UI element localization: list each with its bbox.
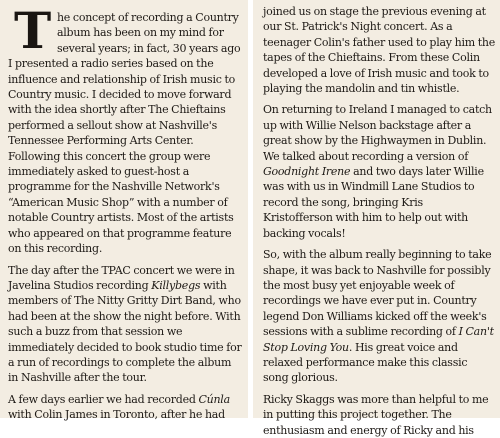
left-paragraph-3-text-a: A few days earlier we had recorded	[8, 392, 199, 406]
right-paragraph-4: Ricky Skaggs was more than helpful to me in putting this project together. The enthusiasm and energy of Ricky and his	[263, 392, 489, 437]
left-paragraph-1-text: he concept of recording a Country album has been on my mind for several years; in fact, 30 years ago I presented a radio series based on the influence and relationship of Irish music to Country music. I decided to move forward with the idea shortly after The Chieftains performed a sellout show at Nashville's Tennessee Performing Arts Center. Following this concert the group were immediately asked to guest-host a programme for the Nashville Network's “American Music Shop” with a number of notable Country artists. Most of the artists who appeared on that programme feature on this recording.	[8, 11, 241, 256]
left-page	[0, 0, 248, 422]
left-paragraph-2-text-a: The day after the TPAC concert we were in Javelina Studios recording	[8, 263, 235, 292]
right-paragraph-3	[263, 247, 495, 386]
song-title-cunla: Cúnla	[198, 392, 230, 406]
right-paragraph-2	[263, 102, 495, 241]
left-paragraph-2	[8, 263, 242, 386]
right-paragraph-3-text-b: . His great voice and relaxed performance make this classic song glorious.	[263, 340, 468, 385]
right-paragraph-1: joined us on stage the previous evening at our St. Patrick's Night concert. As a teenager Colin's father used to play him the tapes of the Chieftains. From these Colin developed a love of Irish music and took to playing the mandolin and tin whistle.	[263, 5, 496, 96]
left-paragraph-1	[8, 1, 242, 257]
right-paragraph-2-text-b: and two days later Willie was with us in Windmill Lane Studios to record the song, bringing Kris Kristofferson with him to help out with backing vocals!	[263, 165, 484, 240]
song-title-goodnight-irene: Goodnight Irene	[263, 165, 351, 179]
left-paragraph-3-text-b: with Colin James in Toronto, after he had	[8, 408, 225, 422]
right-page	[253, 0, 500, 437]
left-paragraph-3	[8, 392, 242, 423]
left-paragraph-2-text-b: with members of The Nitty Gritty Dirt Band, who had been at the show the night before. With such a buzz from that session we immediately decided to book studio time for a run of recordings to complete the album in Nashville after the tour.	[8, 278, 242, 385]
song-title-i-cant-stop-loving-you: I Can't Stop Loving You	[263, 325, 494, 354]
right-paragraph-2-text-a: On returning to Ireland I managed to catch up with Willie Nelson backstage after a great show by the Highwaymen in Dublin. We talked about recording a version of	[263, 103, 492, 163]
song-title-killybegs: Killybegs	[151, 278, 201, 292]
drop-cap: T	[14, 1, 51, 60]
right-paragraph-3-text-a: So, with the album really beginning to take shape, it was back to Nashville for possibly the most busy yet enjoyable week of recordings we have ever put in. Country legend Don Williams kicked off the week's sessions with a sublime recording of	[263, 248, 492, 339]
